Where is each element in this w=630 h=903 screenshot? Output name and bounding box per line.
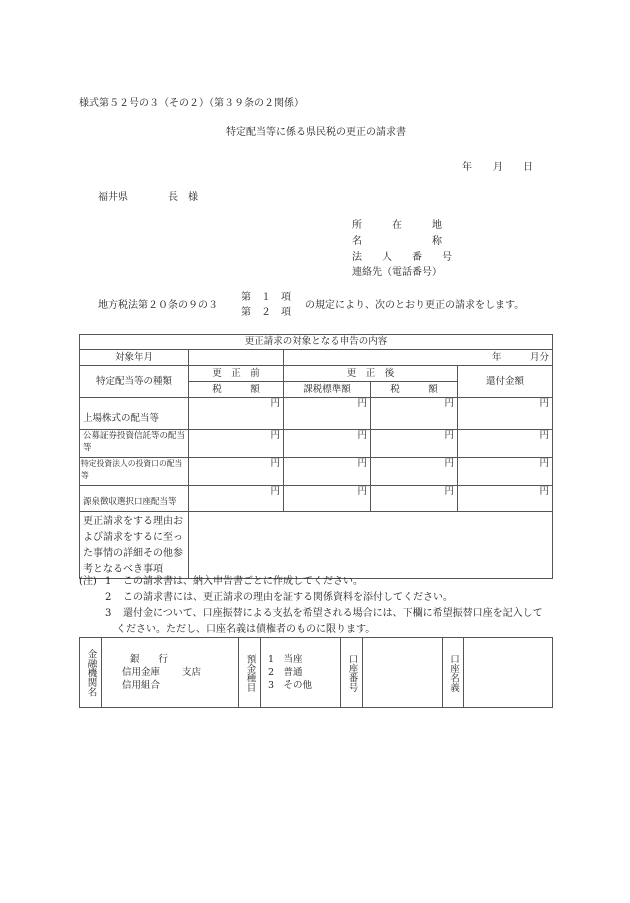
after-label: 更 正 後 bbox=[284, 366, 458, 382]
taxable-base-cell[interactable]: 円 bbox=[284, 458, 371, 486]
institution-label: 金融機関名 bbox=[80, 638, 102, 708]
refund-cell[interactable]: 円 bbox=[458, 486, 553, 512]
institution-field[interactable] bbox=[102, 638, 239, 708]
kumiai-option: 信用組合 bbox=[122, 680, 161, 691]
taxable-base-cell[interactable]: 円 bbox=[284, 486, 371, 512]
date-month-label: 月 bbox=[493, 162, 503, 173]
before-tax-cell[interactable]: 円 bbox=[189, 430, 284, 458]
taxable-base-cell[interactable]: 円 bbox=[284, 430, 371, 458]
kind-label: 特定配当等の種類 bbox=[80, 366, 189, 398]
target-period-value[interactable]: 年 月分 bbox=[284, 350, 553, 366]
notes-prefix: (注) bbox=[79, 576, 97, 587]
taxable-base-cell[interactable]: 円 bbox=[284, 398, 371, 430]
shinkin-option bbox=[122, 666, 235, 679]
note-3-text: 還付金について、口座振替による支払を希望される場合には、下欄に希望振替口座を記入して bbox=[123, 608, 543, 619]
kind-name: 上場株式の配当等 bbox=[80, 398, 189, 430]
name-label: 名 称 bbox=[352, 236, 442, 247]
refund-label: 還付金額 bbox=[458, 366, 553, 398]
statement-text: の規定により、次のとおり更正の請求をします。 bbox=[305, 300, 525, 311]
after-tax-cell[interactable]: 円 bbox=[371, 458, 458, 486]
note-3-continuation: ください。ただし、口座名義は債権者のものに限ります。 bbox=[116, 624, 376, 635]
form-number: 様式第５２号の３（その２）（第３９条の２関係） bbox=[79, 98, 304, 109]
date-day-label: 日 bbox=[523, 162, 533, 173]
taxable-base-label: 課税標準額 bbox=[284, 382, 371, 398]
note-2-number: 2 bbox=[105, 592, 112, 603]
table-row bbox=[80, 398, 553, 430]
kind-name: 公募証券投資信託等の配当等 bbox=[80, 430, 189, 458]
page-title: 特定配当等に係る県民税の更正の請求書 bbox=[226, 127, 406, 138]
before-tax-cell[interactable]: 円 bbox=[189, 458, 284, 486]
table-caption: 更正請求の対象となる申告の内容 bbox=[80, 335, 553, 350]
address-label: 所 在 地 bbox=[352, 220, 442, 231]
addressee-suffix: 長 様 bbox=[168, 192, 198, 203]
account-name-field[interactable] bbox=[464, 638, 553, 708]
reason-label: 更正請求をする理由および請求をするに至った事情の詳細その他参考となるべき事項 bbox=[80, 512, 189, 579]
kind-name: 特定投資法人の投資口の配当等 bbox=[80, 458, 189, 486]
note-1-text: この請求書は、納入申告書ごとに作成してください。 bbox=[123, 576, 363, 587]
after-tax-cell[interactable]: 円 bbox=[371, 486, 458, 512]
refund-cell[interactable]: 円 bbox=[458, 458, 553, 486]
deposit-type-option[interactable]: 2 普通 bbox=[268, 667, 303, 678]
deposit-type-field[interactable] bbox=[261, 638, 341, 708]
before-tax-cell[interactable]: 円 bbox=[189, 486, 284, 512]
bank-account-table bbox=[79, 637, 553, 708]
clause-1: 第 １ 項 bbox=[241, 292, 291, 303]
contact-label: 連絡先（電話番号） bbox=[352, 267, 442, 278]
after-tax-amount-label: 税 額 bbox=[371, 382, 458, 398]
addressee-prefecture: 福井県 bbox=[98, 192, 128, 203]
corp-number-label: 法 人 番 号 bbox=[352, 252, 452, 263]
law-reference: 地方税法第２０条の９の３ bbox=[98, 300, 218, 311]
deposit-type-option[interactable]: 1 当座 bbox=[268, 654, 303, 665]
after-tax-cell[interactable]: 円 bbox=[371, 398, 458, 430]
before-tax-cell[interactable]: 円 bbox=[189, 398, 284, 430]
target-period-blank[interactable] bbox=[189, 350, 284, 366]
account-number-label: 口座番号 bbox=[341, 638, 363, 708]
target-period-label: 対象年月 bbox=[80, 350, 189, 366]
kind-name: 源泉徴収選択口座配当等 bbox=[80, 486, 189, 512]
before-label: 更 正 前 bbox=[189, 366, 284, 382]
account-name-label: 口座名義 bbox=[443, 638, 464, 708]
note-3-number: 3 bbox=[105, 608, 112, 619]
note-1-number: 1 bbox=[105, 576, 112, 587]
refund-cell[interactable]: 円 bbox=[458, 398, 553, 430]
deposit-type-option[interactable]: 3 その他 bbox=[268, 680, 313, 691]
branch-label: 支店 bbox=[182, 667, 202, 678]
shinkin-label: 信用金庫 bbox=[122, 667, 161, 678]
date-year-label: 年 bbox=[462, 162, 472, 173]
deposit-type-label: 預金種目 bbox=[239, 638, 261, 708]
table-row bbox=[80, 486, 553, 512]
declaration-table bbox=[79, 334, 553, 579]
account-number-field[interactable] bbox=[363, 638, 443, 708]
clause-2: 第 ２ 項 bbox=[241, 307, 291, 318]
refund-cell[interactable]: 円 bbox=[458, 430, 553, 458]
note-2-text: この請求書には、更正請求の理由を証する関係資料を添付してください。 bbox=[123, 592, 453, 603]
table-row bbox=[80, 430, 553, 458]
bank-option: 銀 行 bbox=[130, 654, 169, 665]
after-tax-cell[interactable]: 円 bbox=[371, 430, 458, 458]
reason-field[interactable] bbox=[189, 512, 553, 579]
table-row bbox=[80, 458, 553, 486]
before-tax-amount-label: 税 額 bbox=[189, 382, 284, 398]
